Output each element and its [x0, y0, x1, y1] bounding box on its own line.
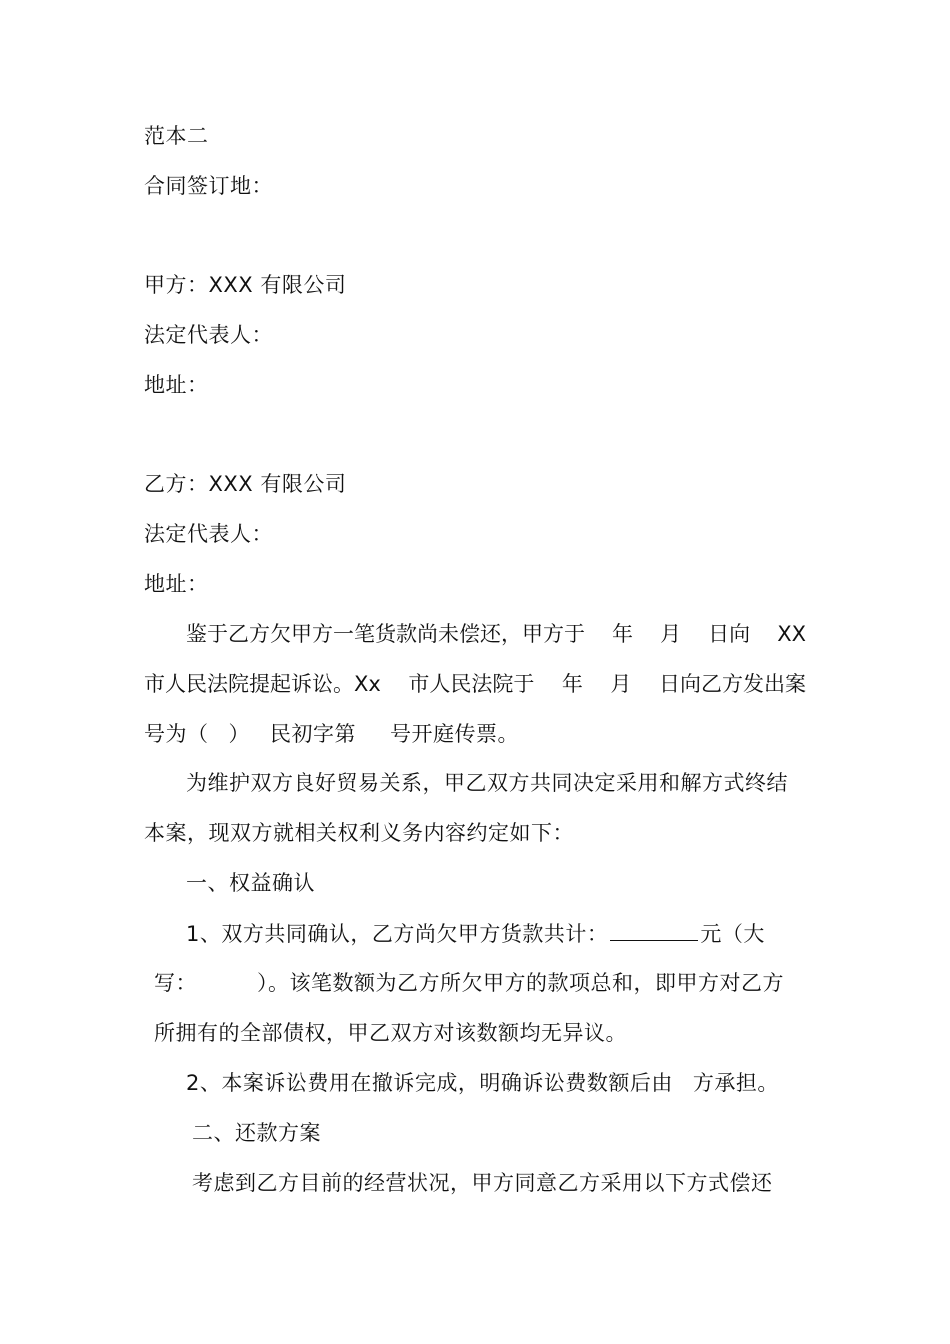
- text-fragment: 年: [612, 622, 634, 646]
- text-fragment: 号为（: [144, 722, 209, 746]
- paragraph-1-line-1: [186, 619, 806, 649]
- party-b-name: 乙方：XXX 有限公司: [144, 472, 347, 496]
- text-fragment: 日向: [708, 622, 751, 646]
- party-a-representative: 法定代表人：: [144, 323, 273, 347]
- party-b-representative: 法定代表人：: [144, 522, 273, 546]
- text-fragment: ）: [228, 722, 250, 746]
- section-1-title: 一、权益确认: [186, 871, 315, 895]
- section-1-item-1-line-3: 所拥有的全部债权，甲乙双方对该数额均无异议。: [154, 1021, 627, 1045]
- party-a-name: 甲方：XXX 有限公司: [144, 273, 347, 297]
- paragraph-1-line-2: [144, 669, 806, 699]
- section-1-item-2: [186, 1068, 779, 1098]
- text-fragment: 市人民法院提起诉讼。Xx: [144, 672, 381, 696]
- text-fragment: 号开庭传票。: [390, 722, 519, 746]
- text-fragment: 市人民法院于: [408, 672, 535, 696]
- sign-place-label: 合同签订地：: [144, 174, 273, 198]
- paragraph-1-line-3: [144, 719, 519, 749]
- text-fragment: 月: [660, 622, 682, 646]
- section-2-title: 二、还款方案: [192, 1121, 321, 1145]
- text-fragment: 写：: [154, 971, 197, 995]
- paragraph-2-line-1: 为维护双方良好贸易关系，甲乙双方共同决定采用和解方式终结: [186, 771, 788, 795]
- amount-blank: [610, 918, 698, 941]
- text-fragment: 年: [561, 672, 583, 696]
- text-fragment: 鉴于乙方欠甲方一笔货款尚未偿还，甲方于: [186, 622, 585, 646]
- text-fragment: 方承担。: [692, 1071, 779, 1095]
- document-heading: 范本二: [144, 124, 209, 148]
- text-fragment: 民初字第: [270, 722, 356, 746]
- text-fragment: ）。该笔数额为乙方所欠甲方的款项总和，即甲方对乙方: [257, 971, 784, 995]
- text-fragment: XX: [777, 622, 806, 646]
- section-1-item-1-line-1: [186, 918, 765, 949]
- text-fragment: 1、双方共同确认，乙方尚欠甲方货款共计：: [186, 922, 609, 946]
- paragraph-2-line-2: 本案，现双方就相关权利义务内容约定如下：: [144, 821, 574, 845]
- party-a-address: 地址：: [144, 373, 209, 397]
- text-fragment: 元（大: [700, 922, 765, 946]
- text-fragment: 2、本案诉讼费用在撤诉完成，明确诉讼费数额后由: [186, 1071, 673, 1095]
- party-b-address: 地址：: [144, 572, 209, 596]
- section-2-line-1: 考虑到乙方目前的经营状况，甲方同意乙方采用以下方式偿还: [192, 1171, 773, 1195]
- text-fragment: 日向乙方发出案: [658, 672, 806, 696]
- text-fragment: 月: [610, 672, 632, 696]
- section-1-item-1-line-2: [154, 968, 784, 998]
